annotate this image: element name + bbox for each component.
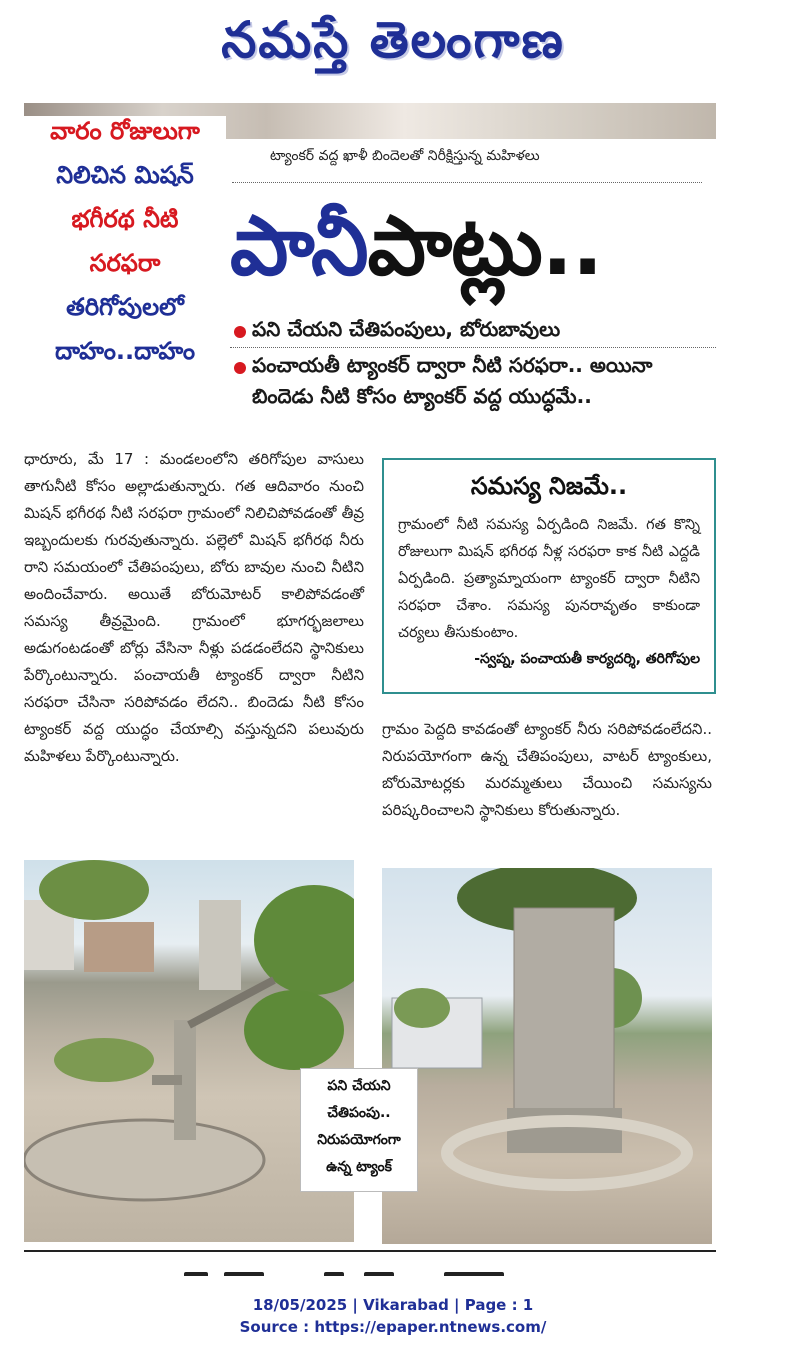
photo-caption-top: ట్యాంకర్ వద్ద ఖాళీ బిందెలతో నిరీక్షిస్తున్న మహిళలు [270,148,540,164]
bullet-text-2: పంచాయతీ ట్యాంకర్ ద్వారా నీటి సరఫరా.. అయినా [252,353,653,377]
page-footer [0,1294,786,1338]
sidebar-line-4: సరఫరా [89,249,161,277]
bullet-dot-icon [234,326,246,338]
photo-caption-line: పని చేయని [327,1078,391,1094]
article-body-left: ధారూరు, మే 17 : మండలంలోని తరిగోపుల వాసులు తాగునీటి కోసం అల్లాడుతున్నారు. గత ఆదివారం నుంచి మిషన్ భగీరథ నీటి సరఫరా గ్రామంలో నిలిచిపోవడంతో తీవ్ర ఇబ్బందులకు గురవుతున్నారు. పల్లెలో మిషన్ భగీరథ నీరు రాని సమయంలో చేతిపంపులు, బోరు బావుల నుంచి నీటిని అందించేవారు. అయితే బోరుమోటర్ కాలిపోవడంతో సమస్య తీవ్రమైంది. గ్రామంలో భూగర్భజలాలు అడుగంటడంతో బోర్లు వేసినా నీళ్లు పడడంలేదని స్థానికులు పేర్కొంటున్నారు. పంచాయతీ ట్యాంకర్ ద్వారా నీటిని సరఫరా చేసినా సరిపోవడం లేదని.. బిందెడు నీటి కోసం ట్యాంకర్ వద్ద యుద్ధం చేయాల్సి వస్తున్నదని పలువురు మహిళలు పేర్కొంటున్నారు. [24,450,364,765]
next-article-cutoff [24,1262,716,1276]
bullet-dot-icon [234,362,246,374]
quote-box [382,458,716,694]
quote-signature: -స్వప్న, పంచాయతీ కార్యదర్శి, తరిగోపుల [474,651,700,667]
water-tank-illustration [382,868,712,1244]
article-body-right: గ్రామం పెద్దది కావడంతో ట్యాంకర్ నీరు సరిపోవడంలేదని.. నిరుపయోగంగా ఉన్న చేతిపంపులు, వాటర్ ట్యాంకులు, బోరుమోటర్లకు మరమ్మతులు చేయించి సమస్యను పరిష్కరించాలని స్థానికులు కోరుతున్నారు. [382,720,712,819]
bullet-item [230,350,716,381]
footer-source: Source : https://epaper.ntnews.com/ [239,1318,547,1336]
headline-part-2: పాట్లు.. [367,199,603,294]
sidebar-line-6: దాహం..దాహం [54,337,196,365]
photo-caption-line: ఉన్న ట్యాంక్ [326,1159,392,1175]
quote-body: గ్రామంలో నీటి సమస్య ఏర్పడింది నిజమే. గత కొన్ని రోజులుగా మిషన్ భగీరథ నీళ్ల సరఫరా కాక నీటి ఎద్దడి ఏర్పడింది. ప్రత్యామ్నాయంగా ట్యాంకర్ ద్వారా నీటిని సరఫరా చేశాం. సమస్య పునరావృతం కాకుండా చర్యలు తీసుకుంటాం. [398,517,700,641]
subheadlines [230,314,716,412]
divider [230,347,716,348]
sidebar-line-1: వారం రోజులుగా [50,117,200,145]
sidebar-line-2: నిలిచిన మిషన్ [56,161,194,189]
footer-date-edition: 18/05/2025 | Vikarabad | Page : 1 [252,1296,534,1314]
photo-caption-line: చేతిపంపు.. [327,1105,391,1121]
quote-title: సమస్య నిజమే.. [470,472,628,500]
divider [232,182,702,184]
headline [230,188,716,306]
newspaper-title: నమస్తే తెలంగాణ [221,10,565,69]
masthead [0,0,786,92]
photo-caption-box [300,1068,418,1192]
bullet-text-1: పని చేయని చేతిపంపులు, బోరుబావులు [252,317,561,341]
water-tank-photo [382,868,712,1244]
sidebar-highlight [24,116,226,426]
photo-caption-line: నిరుపయోగంగా [317,1132,401,1148]
divider [24,1250,716,1252]
headline-part-1: పానీ [230,199,368,294]
sidebar-line-5: తరిగోపులలో [66,293,184,321]
bullet-text-2-cont: బిందెడు నీటి కోసం ట్యాంకర్ వద్ద యుద్ధమే.. [252,384,592,408]
bullet-item [230,314,716,345]
sidebar-line-3: భగీరథ నీటి [71,205,179,233]
